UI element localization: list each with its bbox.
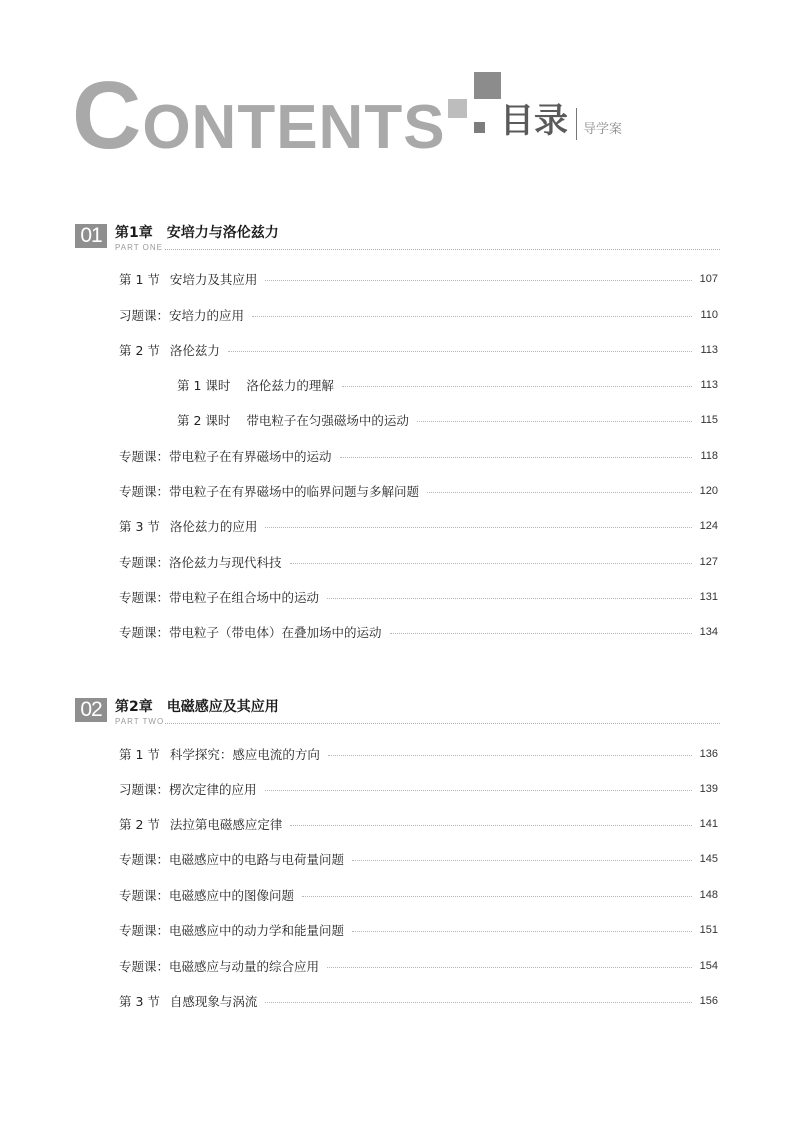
page-number: 124: [699, 520, 718, 532]
page-number: 113: [700, 379, 718, 391]
page-number: 120: [699, 485, 718, 497]
page-number: 113: [700, 344, 718, 356]
decorative-square-small: [474, 122, 485, 133]
leader-dots: [327, 598, 692, 599]
contents-wordmark: [72, 62, 446, 169]
leader-dots: [327, 967, 692, 968]
page-title: 目录: [500, 101, 568, 141]
toc-entry[interactable]: [119, 305, 718, 325]
entry-prefix: 第 2 课时: [177, 413, 231, 428]
page-subtitle: 导学案: [583, 122, 623, 137]
chapter-part-label: PART TWO: [115, 717, 165, 726]
page-number: 118: [700, 450, 718, 462]
entry-label: [119, 815, 282, 833]
toc-entry[interactable]: [119, 481, 718, 501]
toc-subentry[interactable]: [177, 375, 718, 395]
entry-label: [119, 341, 220, 359]
leader-dots: [265, 280, 691, 281]
toc-subentry[interactable]: [177, 410, 718, 430]
entry-prefix: 第 3 节: [119, 519, 160, 534]
leader-dots: [340, 457, 693, 458]
entry-title: 科学探究：感应电流的方向: [169, 747, 320, 762]
page-number: 156: [699, 995, 718, 1007]
leader-dots: [252, 316, 692, 317]
page-number: 107: [699, 273, 718, 285]
contents-first-letter: C: [72, 62, 143, 169]
leader-dots: [417, 421, 693, 422]
page-number: 136: [699, 748, 718, 760]
entry-title: 专题课：电磁感应中的图像问题: [119, 888, 295, 903]
decorative-square-medium: [448, 99, 467, 118]
leader-dots: [290, 563, 692, 564]
entry-title: 习题课：楞次定律的应用: [119, 782, 257, 797]
leader-dots: [352, 860, 692, 861]
toc-entry[interactable]: [119, 885, 718, 905]
title-divider: [576, 108, 577, 140]
entry-title: 洛伦兹力: [169, 343, 220, 358]
page-number: 110: [700, 309, 718, 321]
entry-title: 专题课：洛伦兹力与现代科技: [119, 555, 282, 570]
entry-title: 专题课：带电粒子在组合场中的运动: [119, 590, 320, 605]
chapter-heading-1: [75, 223, 720, 263]
entry-title: 洛伦兹力的理解: [246, 378, 334, 393]
page-number: 141: [699, 818, 718, 830]
entry-title: 自感现象与涡流: [169, 994, 258, 1009]
entry-title: 洛伦兹力的应用: [169, 519, 258, 534]
leader-dots: [427, 492, 692, 493]
leader-dots: [265, 1002, 691, 1003]
entry-prefix: 第 3 节: [119, 994, 160, 1009]
decorative-square-large: [474, 72, 501, 99]
entry-title: 习题课：安培力的应用: [119, 308, 245, 323]
page-number: 131: [699, 591, 718, 603]
entry-prefix: 第 1 节: [119, 747, 160, 762]
page-number: 151: [699, 924, 718, 936]
entry-title: 安培力及其应用: [169, 272, 258, 287]
chapter-divider: [165, 723, 720, 724]
chapter-part-label: PART ONE: [115, 243, 164, 252]
page-number: 139: [699, 783, 718, 795]
toc-entry[interactable]: [119, 269, 718, 289]
toc-entry[interactable]: [119, 920, 718, 940]
entry-title: 专题课：带电粒子在有界磁场中的运动: [119, 449, 332, 464]
chapter-heading-2: [75, 697, 720, 737]
page-number: 127: [699, 556, 718, 568]
leader-dots: [265, 790, 692, 791]
leader-dots: [352, 931, 692, 932]
leader-dots: [302, 896, 692, 897]
leader-dots: [228, 351, 693, 352]
page-number: 145: [699, 853, 718, 865]
entry-label: [119, 270, 257, 288]
contents-rest-letters: ONTENTS: [142, 93, 446, 162]
entry-title: 带电粒子在匀强磁场中的运动: [246, 413, 409, 428]
chapter-number-badge: 02: [75, 698, 107, 722]
page-header: [0, 0, 793, 170]
chapter-number-badge: 01: [75, 224, 107, 248]
toc-entry[interactable]: [119, 849, 718, 869]
leader-dots: [290, 825, 691, 826]
toc-entry[interactable]: [119, 516, 718, 536]
chapter-title[interactable]: 第1章 安培力与洛伦兹力: [115, 225, 279, 241]
entry-title: 专题课：电磁感应与动量的综合应用: [119, 959, 320, 974]
entry-title: 专题课：带电粒子（带电体）在叠加场中的运动: [119, 625, 382, 640]
entry-prefix: 第 2 节: [119, 817, 160, 832]
entry-title: 专题课：电磁感应中的电路与电荷量问题: [119, 852, 345, 867]
page-number: 115: [700, 414, 718, 426]
page-number: 154: [699, 960, 718, 972]
entry-label: [119, 745, 320, 763]
toc-entry[interactable]: [119, 340, 718, 360]
entry-prefix: 第 1 课时: [177, 378, 231, 393]
leader-dots: [390, 633, 692, 634]
toc-entry[interactable]: [119, 779, 718, 799]
toc-entry[interactable]: [119, 622, 718, 642]
entry-label: [119, 517, 257, 535]
page-number: 148: [699, 889, 718, 901]
toc-entry[interactable]: [119, 446, 718, 466]
entry-label: [177, 376, 334, 394]
chapter-divider: [165, 249, 720, 250]
toc-entry[interactable]: [119, 814, 718, 834]
entry-title: 专题课：电磁感应中的动力学和能量问题: [119, 923, 345, 938]
entry-label: [119, 992, 257, 1010]
toc-entry[interactable]: [119, 956, 718, 976]
entry-label: [177, 411, 409, 429]
leader-dots: [328, 755, 692, 756]
toc-entry[interactable]: [119, 587, 718, 607]
toc-entry[interactable]: [119, 744, 718, 764]
leader-dots: [265, 527, 691, 528]
chapter-title[interactable]: 第2章 电磁感应及其应用: [115, 699, 279, 715]
page-number: 134: [699, 626, 718, 638]
leader-dots: [342, 386, 693, 387]
entry-title: 法拉第电磁感应定律: [169, 817, 283, 832]
entry-prefix: 第 2 节: [119, 343, 160, 358]
toc-entry[interactable]: [119, 991, 718, 1011]
toc-entry[interactable]: [119, 552, 718, 572]
entry-title: 专题课：带电粒子在有界磁场中的临界问题与多解问题: [119, 484, 420, 499]
entry-prefix: 第 1 节: [119, 272, 160, 287]
